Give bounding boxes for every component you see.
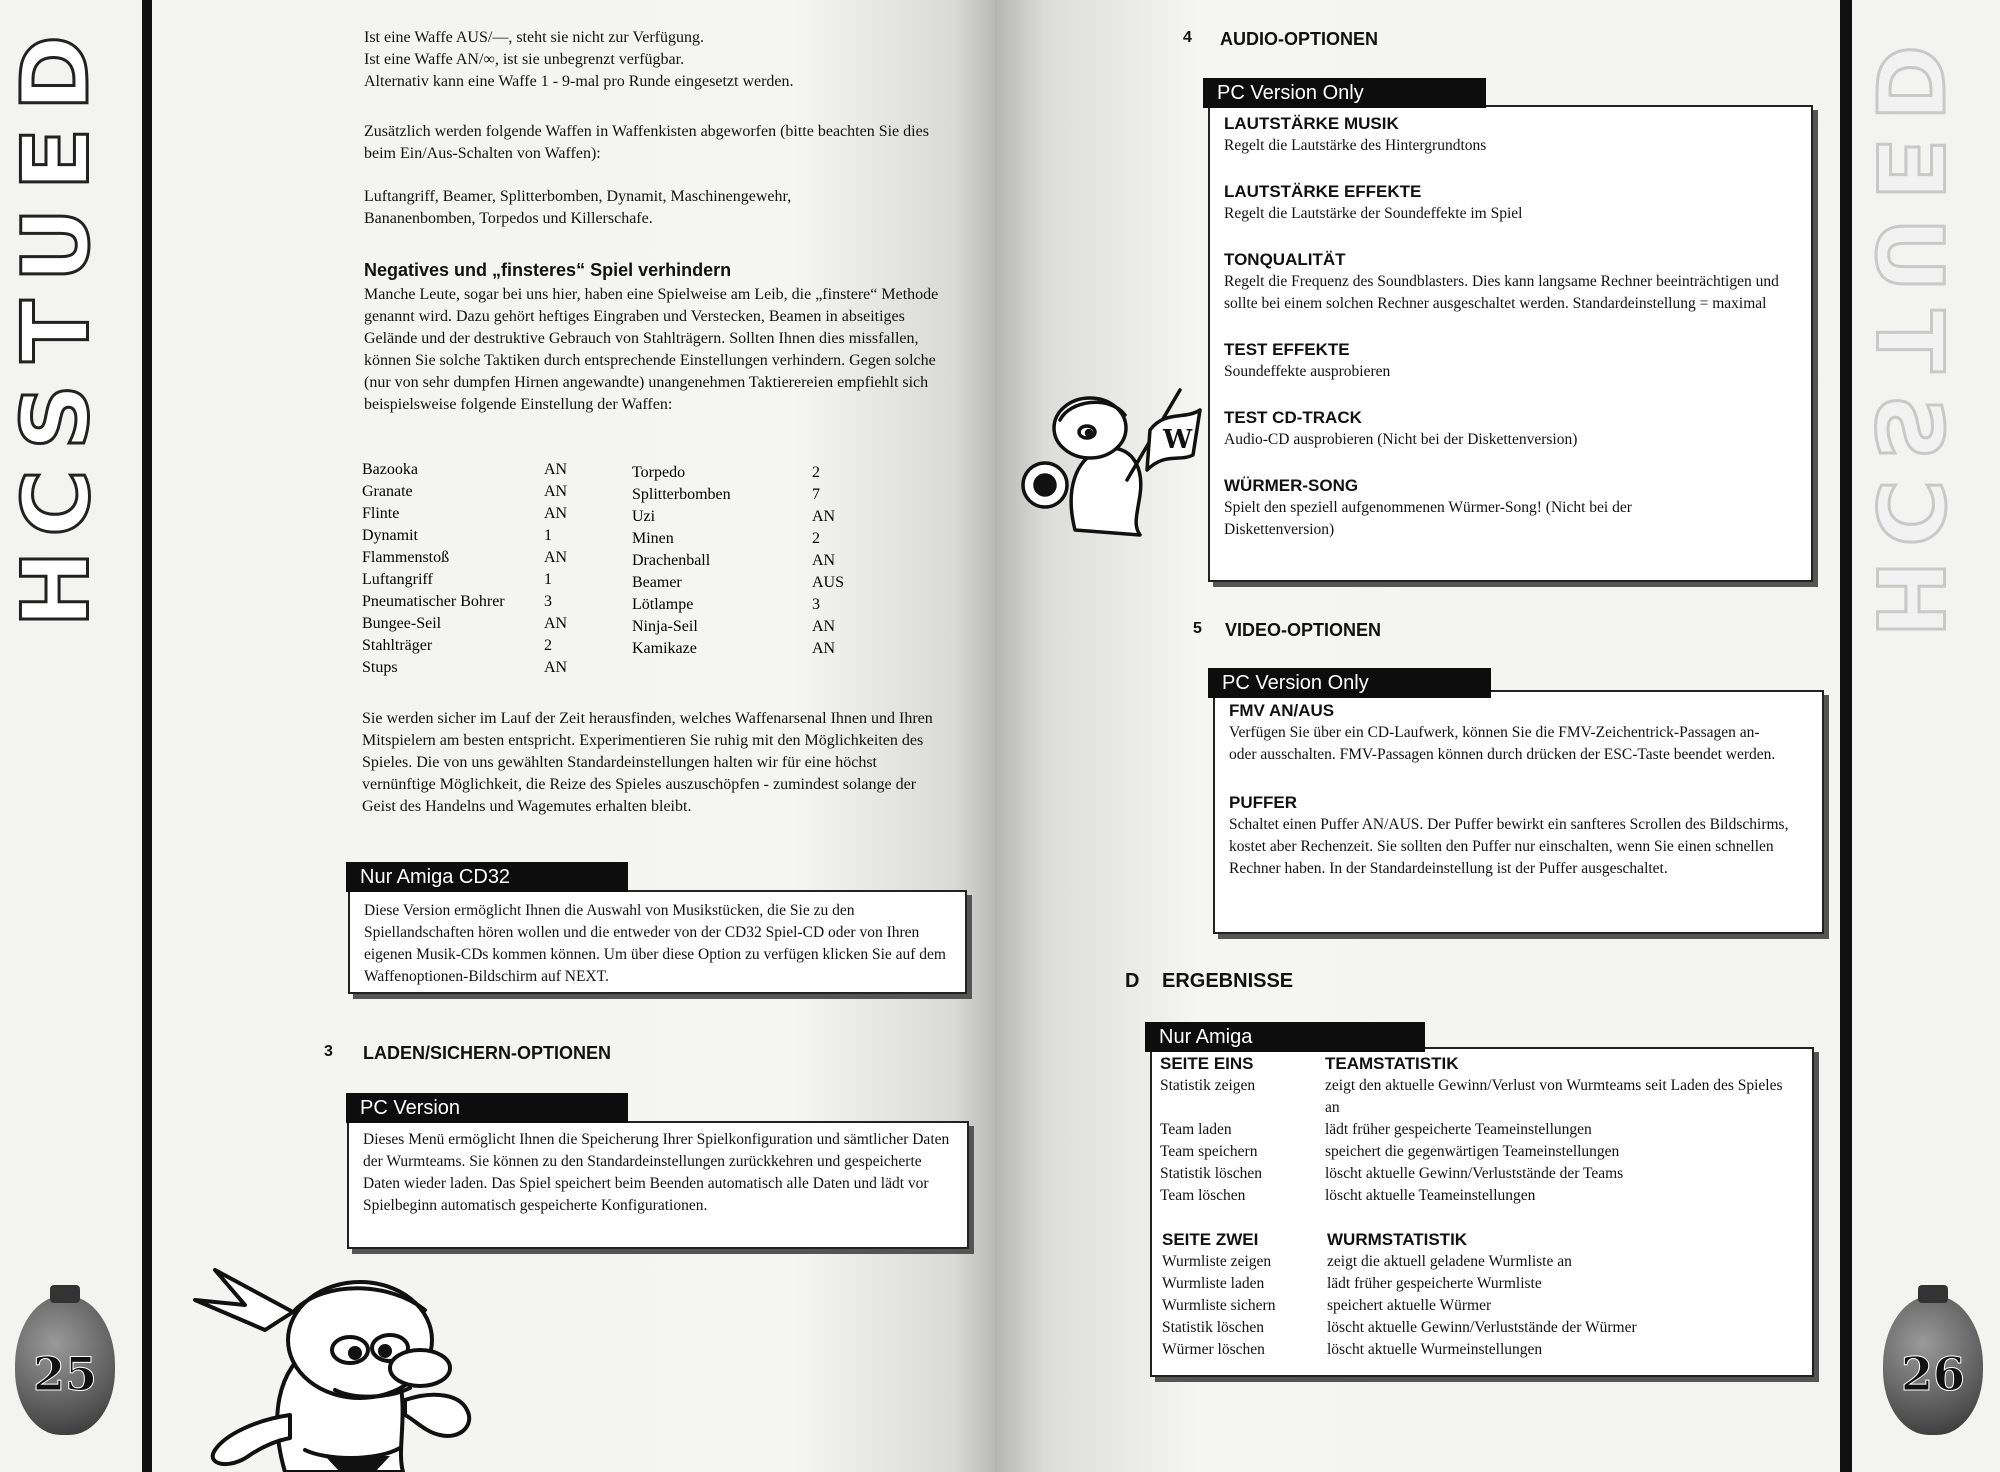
weapon-row: Stups AN	[362, 659, 568, 676]
results-box	[1150, 1047, 1814, 1377]
side-letter: H	[2, 550, 110, 628]
weapon-row: Luftangriff 1	[362, 571, 552, 588]
left-page	[0, 0, 995, 1472]
audio-option: TEST EFFEKTE Soundeffekte ausprobieren	[1224, 340, 1391, 380]
results-page2-heading: SEITE ZWEI	[1162, 1230, 1259, 1249]
video-option: PUFFER Schaltet einen Puffer AN/AUS. Der Puffer bewirkt ein sanfteres Scrollen des Bildschirms, kostet aber Rechenzeit. Sie sollten den Puffer nur einschalten, wenn Sie einen schnellen Rechner haben. In der Standardeinstellung ist der Puffer ausgeschaltet.	[1229, 793, 1789, 877]
page-number-right: 26	[1873, 1295, 1993, 1445]
page-number-left: 25	[5, 1295, 125, 1445]
side-letter: T	[1855, 309, 1963, 373]
ninja-worm-illustration	[175, 1250, 505, 1472]
side-letter: U	[1855, 217, 1963, 293]
audio-option: WÜRMER-SONG Spielt den speziell aufgenommenen Würmer-Song! (Nicht bei der Diskettenversion)	[1224, 476, 1632, 538]
side-letter: D	[1855, 44, 1963, 122]
audio-option: LAUTSTÄRKE EFFEKTE Regelt die Lautstärke der Soundeffekte im Spiel	[1224, 182, 1523, 222]
side-word-deutsch-mirror	[1855, 40, 1963, 642]
results-page-one: SEITE EINS TEAMSTATISTIK Statistik zeigen zeigt den aktuelle Gewinn/Verlust von Wurmteams seit Laden des Spieles an Team laden lädt früher gespeicherte Teameinstellungen Team speichern speichert die gegenwärtigen Teameinstellungen Statistik löschen löscht aktuelle Gewinn/Verluststände der Teams Team löschen löscht aktuelle Teameinstellungen	[1160, 1053, 1800, 1207]
side-letter: C	[1855, 479, 1963, 547]
video-option: FMV AN/AUS Verfügen Sie über ein CD-Laufwerk, können Sie die FMV-Zeichentrick-Passagen an- oder ausschalten. FMV-Passagen können durch drücken der ESC-Taste beendet werden.	[1229, 701, 1776, 763]
results-page2-stats-heading: WURMSTATISTIK	[1327, 1230, 1468, 1249]
audio-option: TONQUALITÄT Regelt die Frequenz des Soundblasters. Dies kann langsame Rechner beeinträchtigen und sollte bei einem solchen Rechner ausgeschaltet werden. Standardeinstellung = maximal	[1224, 250, 1779, 312]
crates-list: Luftangriff, Beamer, Splitterbomben, Dynamit, Maschinengewehr, Bananenbomben, Torpedos und Killerschafe.	[364, 188, 792, 227]
weapon-row: Beamer AUS	[632, 574, 845, 591]
section-3-title: LADEN/SICHERN-OPTIONEN	[363, 1043, 612, 1063]
section-d-letter: D	[1125, 970, 1140, 992]
side-letter: T	[2, 299, 110, 363]
negative-play-text: Manche Leute, sogar bei uns hier, haben eine Spielweise am Leib, die „finstere“ Methode genannt wird. Dazu gehört heftiges Eingraben und Verstecken, Beamen in abseitiges Gelände und der destruktive Gebrauch von Stahlträgern. Sollten Ihnen dies missfallen, können Sie solche Taktiken durch entsprechende Einstellungen verhindern. Gegen solche (nur von sehr dumpfen Hirnen angewandte) unangenehmen Taktierereien empfiehlt sich beispielsweise folgende Einstellung der Waffen:	[364, 286, 939, 413]
side-letter: S	[2, 383, 110, 451]
side-letter: H	[1855, 560, 1963, 638]
audio-option: LAUTSTÄRKE MUSIK Regelt die Lautstärke des Hintergrundtons	[1224, 114, 1487, 154]
side-letter: E	[1855, 137, 1963, 201]
side-letter: U	[2, 207, 110, 283]
side-letter: D	[2, 34, 110, 112]
weapon-row: Splitterbomben 7	[632, 486, 820, 503]
intro-line: Alternativ kann eine Waffe 1 - 9-mal pro Runde eingesetzt werden.	[364, 73, 794, 90]
weapons-table-right	[632, 462, 844, 660]
side-letter: C	[2, 469, 110, 537]
flag-worm-illustration	[1015, 380, 1215, 540]
outro-text: Sie werden sicher im Lauf der Zeit herausfinden, welches Waffenarsenal Ihnen und Ihren Mitspielern am besten entspricht. Experimentieren Sie ruhig mit den Möglichkeiten des Spieles. Die von uns gewählten Standardeinstellungen halten wir für eine höchst vernünftige Möglichkeit, die Reize des Spieles auszuschöpfen - zumindest solange der Geist des Handelns und Wagemutes erhalten bleibt.	[362, 710, 933, 815]
weapon-row: Flinte AN	[362, 505, 568, 522]
right-page	[995, 0, 2000, 1472]
intro-lines	[364, 27, 964, 93]
section-4-number: 4	[1183, 29, 1192, 46]
crates-intro: Zusätzlich werden folgende Waffen in Waffenkisten abgeworfen (bitte beachten Sie dies beim Ein/Aus-Schalten von Waffen):	[364, 123, 929, 162]
audio-options-box	[1208, 105, 1813, 582]
weapon-row: Dynamit 1	[362, 527, 552, 544]
results-page1-stats-heading: TEAMSTATISTIK	[1325, 1054, 1459, 1073]
results-label: Nur Amiga	[1145, 1022, 1425, 1052]
weapon-row: Uzi AN	[632, 508, 836, 525]
cd32-label: Nur Amiga CD32	[346, 862, 628, 892]
section-d-title: ERGEBNISSE	[1162, 970, 1294, 992]
weapon-row: Bazooka AN	[362, 461, 568, 478]
weapon-row: Stahlträger 2	[362, 637, 552, 654]
side-letter: S	[1855, 393, 1963, 461]
section-5-title: VIDEO-OPTIONEN	[1225, 620, 1382, 640]
weapon-row: Flammenstoß AN	[362, 549, 568, 566]
video-options-list	[1229, 700, 1808, 880]
weapons-table-left	[362, 459, 567, 679]
side-word-deutsch	[2, 30, 110, 632]
weapon-row: Torpedo 2	[632, 464, 820, 481]
side-letter: E	[2, 127, 110, 191]
pc-version-box	[347, 1121, 969, 1249]
results-page-two: SEITE ZWEI WURMSTATISTIK Wurmliste zeigen zeigt die aktuell geladene Wurmliste an Wurmliste laden lädt früher gespeicherte Wurmliste Wurmliste sichern speichert aktuelle Würmer Statistik löschen löscht aktuelle Gewinn/Verluststände der Würmer Würmer löschen löscht aktuelle Wurmeinstellungen	[1162, 1229, 1802, 1361]
section-4-title: AUDIO-OPTIONEN	[1220, 29, 1379, 49]
audio-options-list	[1224, 113, 1797, 541]
weapon-row: Bungee-Seil AN	[362, 615, 568, 632]
pc-version-text: Dieses Menü ermöglicht Ihnen die Speicherung Ihrer Spielkonfiguration und sämtlicher Daten der Wurmteams. Sie können zu den Standardeinstellungen zurückkehren und gespeicherte Daten wieder laden. Das Spiel speichert beim Beenden automatisch alle Daten und lädt vor Spielbeginn automatisch gespeicherte Konfigurationen.	[363, 1131, 950, 1214]
weapon-row: Drachenball AN	[632, 552, 836, 569]
results-page1-heading: SEITE EINS	[1160, 1054, 1254, 1073]
section-3-number: 3	[324, 1043, 333, 1060]
video-options-label: PC Version Only	[1208, 668, 1491, 698]
weapon-row: Kamikaze AN	[632, 640, 836, 657]
weapon-row: Ninja-Seil AN	[632, 618, 836, 635]
weapon-row: Granate AN	[362, 483, 568, 500]
page-edge-left	[142, 0, 152, 1472]
video-options-box	[1213, 690, 1824, 934]
audio-options-label: PC Version Only	[1203, 78, 1486, 108]
page-edge-right	[1840, 0, 1852, 1472]
intro-line: Ist eine Waffe AUS/—, steht sie nicht zur Verfügung.	[364, 29, 704, 46]
weapon-row: Pneumatischer Bohrer 3	[362, 593, 552, 610]
flag-letter: W	[1163, 425, 1193, 455]
audio-option: TEST CD-TRACK Audio-CD ausprobieren (Nicht bei der Diskettenversion)	[1224, 408, 1578, 448]
negative-play-heading: Negatives und „finsteres“ Spiel verhindern	[364, 260, 732, 280]
section-5-number: 5	[1193, 620, 1202, 637]
cd32-box	[348, 890, 967, 994]
intro-line: Ist eine Waffe AN/∞, ist sie unbegrenzt verfügbar.	[364, 51, 685, 68]
pc-version-label: PC Version	[346, 1093, 628, 1123]
weapon-row: Lötlampe 3	[632, 596, 820, 613]
weapon-row: Minen 2	[632, 530, 820, 547]
cd32-text: Diese Version ermöglicht Ihnen die Auswahl von Musikstücken, die Sie zu den Spiellandschaften hören wollen und die entweder von der CD32 Spiel-CD oder von Ihren eigenen Musik-CDs kommen können. Um über diese Option zu verfügen klicken Sie auf dem Waffenoptionen-Bildschirm auf NEXT.	[364, 902, 946, 985]
